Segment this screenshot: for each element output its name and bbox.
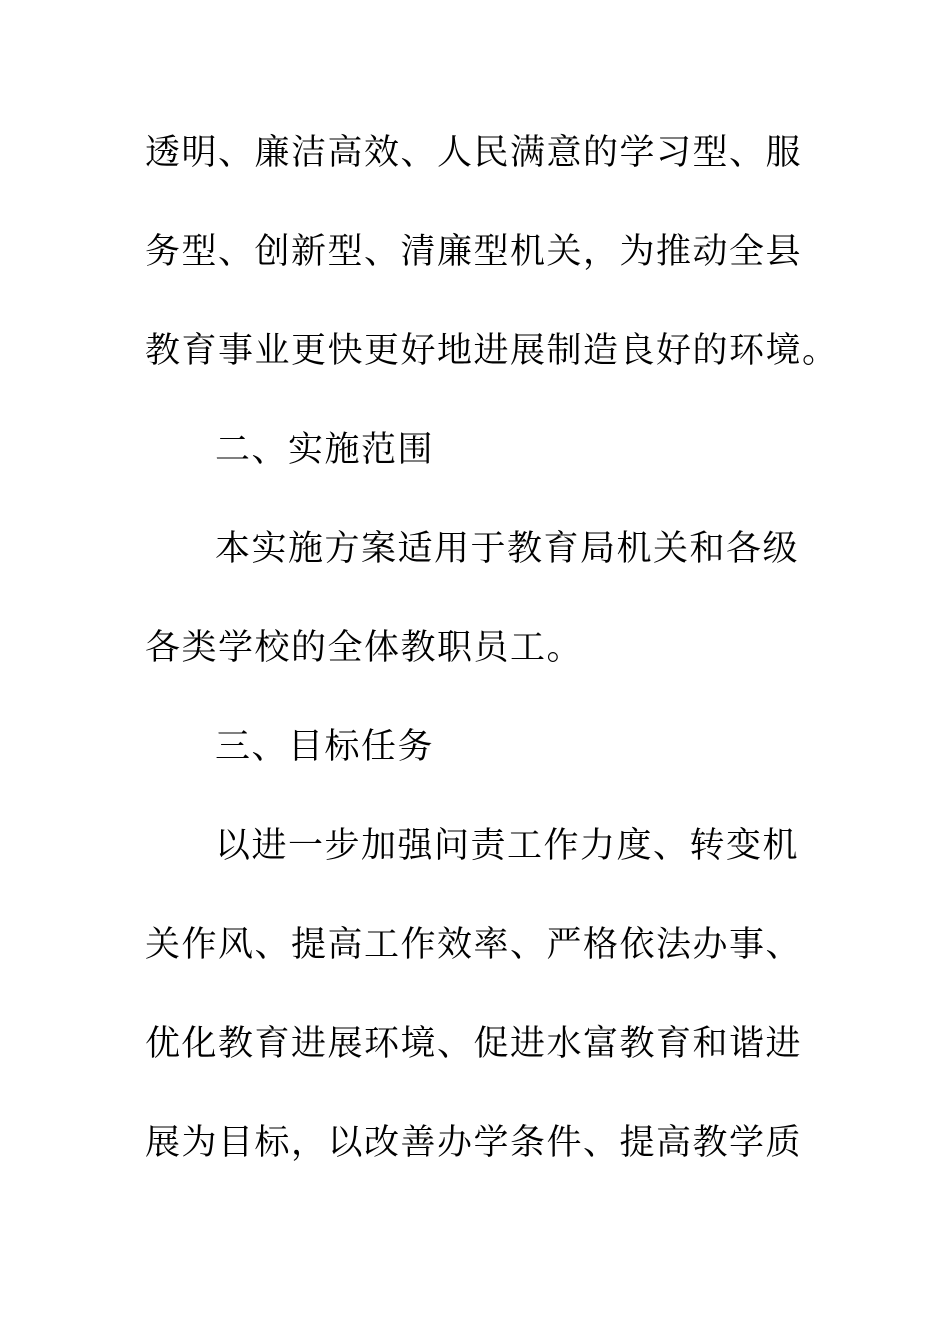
body-text-line: 关作风、提高工作效率、严格依法办事、 — [145, 925, 803, 965]
body-text-line: 透明、廉洁高效、人民满意的学习型、服 — [145, 133, 803, 173]
body-text-line: 务型、创新型、清廉型机关，为推动全县 — [145, 232, 803, 272]
body-text-line: 各类学校的全体教职员工。 — [145, 628, 584, 668]
body-text-line: 教育事业更快更好地进展制造良好的环境。 — [145, 331, 839, 371]
section-heading-scope: 二、实施范围 — [215, 430, 435, 470]
body-text-line: 以进一步加强问责工作力度、转变机 — [215, 826, 800, 866]
body-text-line: 优化教育进展环境、促进水富教育和谐进 — [145, 1024, 803, 1064]
body-text-line: 本实施方案适用于教育局机关和各级 — [215, 529, 800, 569]
section-heading-goals: 三、目标任务 — [215, 727, 435, 767]
body-text-line: 展为目标，以改善办学条件、提高教学质 — [145, 1123, 803, 1163]
